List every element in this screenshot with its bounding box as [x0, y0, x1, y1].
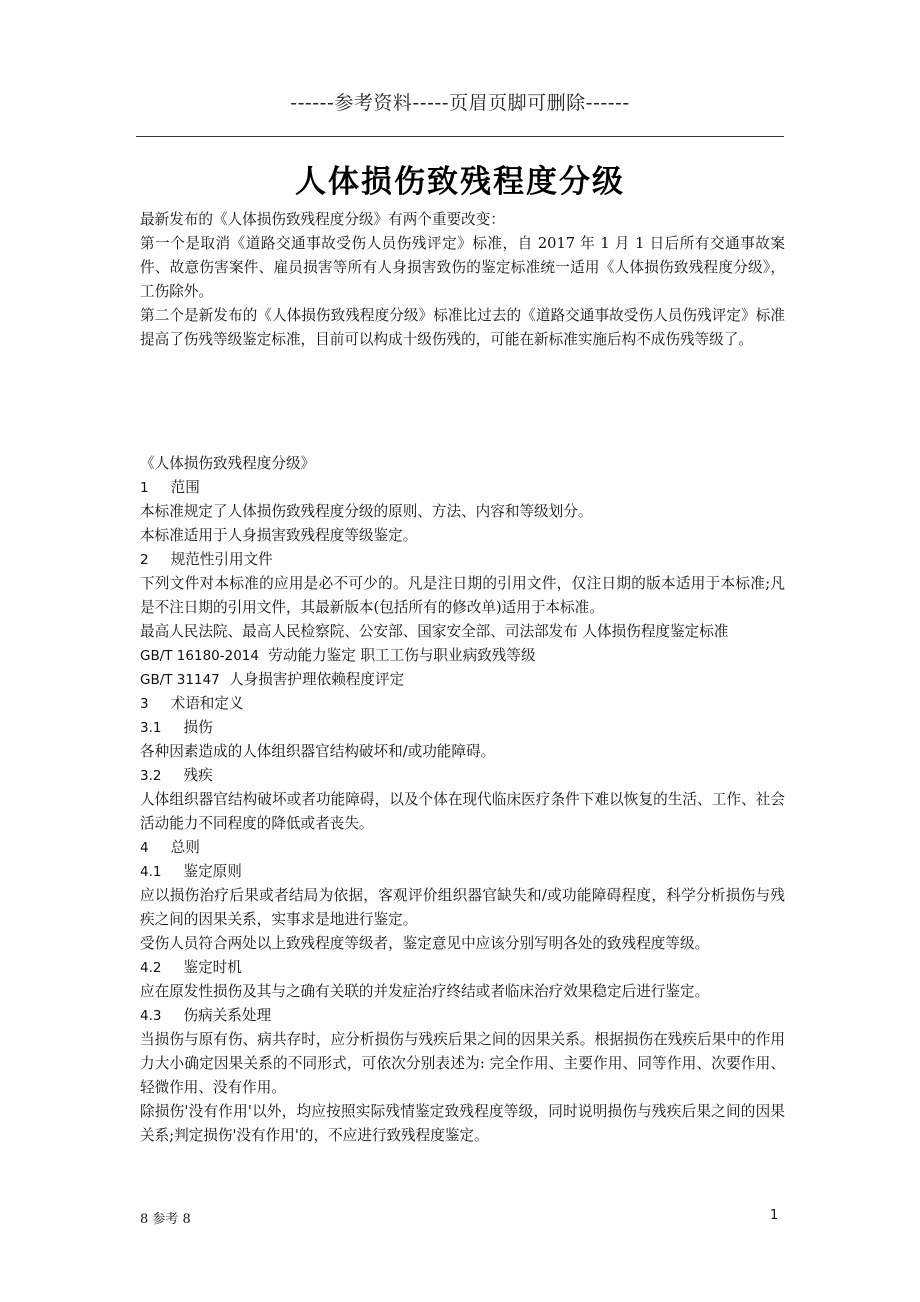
reference-title: 人身损害护理依赖程度评定: [229, 671, 405, 688]
paragraph: 本标准规定了人体损伤致残程度分级的原则、方法、内容和等级划分。: [140, 503, 593, 520]
section-title: 损伤: [183, 719, 213, 736]
section-number: 4: [140, 840, 149, 856]
page-footer-label: 8 参考 8: [140, 1212, 191, 1227]
section-title: 鉴定原则: [183, 863, 242, 880]
paragraph: 除损伤'没有作用'以外，均应按照实际残情鉴定致残程度等级，同时说明损伤与残疾后果之间的因果关系;判定损伤'没有作用'的，不应进行致残程度鉴定。: [140, 1103, 785, 1144]
section-heading: [140, 548, 785, 572]
subsection-heading: [140, 956, 785, 980]
page-header: ------参考资料-----页眉页脚可删除------: [290, 92, 630, 114]
subsection-heading: [140, 764, 785, 788]
section-title: 伤病关系处理: [183, 1007, 272, 1024]
section-number: 2: [140, 552, 149, 568]
page-number: 1: [770, 1208, 779, 1223]
intro-paragraph: 第一个是取消《道路交通事故受伤人员伤残评定》标准，自 2017 年 1 月 1 日后所有交通事故案件、故意伤害案件、雇员损害等所有人身损害致伤的鉴定标准统一适用《人体损伤致残程度分级》，工伤除外。: [140, 235, 785, 300]
section-title: 总则: [170, 839, 200, 856]
subsection-heading: [140, 860, 785, 884]
section-heading: [140, 692, 785, 716]
paragraph: 各种因素造成的人体组织器官结构破坏和/或功能障碍。: [140, 743, 496, 760]
reference-code: GB/T 31147: [140, 672, 220, 688]
paragraph: 本标准适用于人身损害致残程度等级鉴定。: [140, 527, 418, 544]
reference-item: [140, 668, 785, 692]
paragraph: 下列文件对本标准的应用是必不可少的。凡是注日期的引用文件，仅注日期的版本适用于本标准;凡是不注日期的引用文件，其最新版本(包括所有的修改单)适用于本标准。: [140, 575, 785, 616]
section-heading: [140, 476, 785, 500]
reference-title: 劳动能力鉴定 职工工伤与职业病致残等级: [268, 647, 536, 664]
section-number: 4.3: [140, 1008, 162, 1024]
paragraph: 最高人民法院、最高人民检察院、公安部、国家安全部、司法部发布 人体损伤程度鉴定标准: [140, 623, 729, 640]
standard-body: [140, 452, 785, 1148]
section-number: 4.1: [140, 864, 162, 880]
subsection-heading: [140, 716, 785, 740]
section-title: 术语和定义: [170, 695, 244, 712]
paragraph: 当损伤与原有伤、病共存时，应分析损伤与残疾后果之间的因果关系。根据损伤在残疾后果中的作用力大小确定因果关系的不同形式，可依次分别表述为: 完全作用、主要作用、同等作用、次要作用、轻微作用、没有作用。: [140, 1031, 785, 1096]
header-divider: [136, 136, 784, 137]
section-title: 鉴定时机: [183, 959, 242, 976]
intro-paragraph: 最新发布的《人体损伤致残程度分级》有两个重要改变：: [140, 211, 505, 228]
section-heading: [140, 836, 785, 860]
standard-heading: 《人体损伤致残程度分级》: [140, 455, 316, 472]
section-title: 规范性引用文件: [170, 551, 273, 568]
section-number: 4.2: [140, 960, 162, 976]
reference-item: [140, 644, 785, 668]
paragraph: 应在原发性损伤及其与之确有关联的并发症治疗终结或者临床治疗效果稳定后进行鉴定。: [140, 983, 710, 1000]
intro-paragraph: 第二个是新发布的《人体损伤致残程度分级》标准比过去的《道路交通事故受伤人员伤残评定》标准提高了伤残等级鉴定标准，目前可以构成十级伤残的，可能在新标准实施后构不成伤残等级了。: [140, 307, 785, 348]
section-title: 残疾: [183, 767, 213, 784]
paragraph: 受伤人员符合两处以上致残程度等级者，鉴定意见中应该分别写明各处的致残程度等级。: [140, 935, 710, 952]
intro-section: [140, 208, 785, 352]
reference-code: GB/T 16180-2014: [140, 648, 259, 664]
section-title: 范围: [170, 479, 200, 496]
section-number: 3.1: [140, 720, 162, 736]
document-title: 人体损伤致残程度分级: [295, 164, 625, 200]
section-number: 3: [140, 696, 149, 712]
section-number: 3.2: [140, 768, 162, 784]
paragraph: 应以损伤治疗后果或者结局为依据，客观评价组织器官缺失和/或功能障碍程度，科学分析损伤与残疾之间的因果关系，实事求是地进行鉴定。: [140, 887, 785, 928]
paragraph: 人体组织器官结构破坏或者功能障碍，以及个体在现代临床医疗条件下难以恢复的生活、工作、社会活动能力不同程度的降低或者丧失。: [140, 791, 785, 832]
subsection-heading: [140, 1004, 785, 1028]
section-number: 1: [140, 480, 149, 496]
